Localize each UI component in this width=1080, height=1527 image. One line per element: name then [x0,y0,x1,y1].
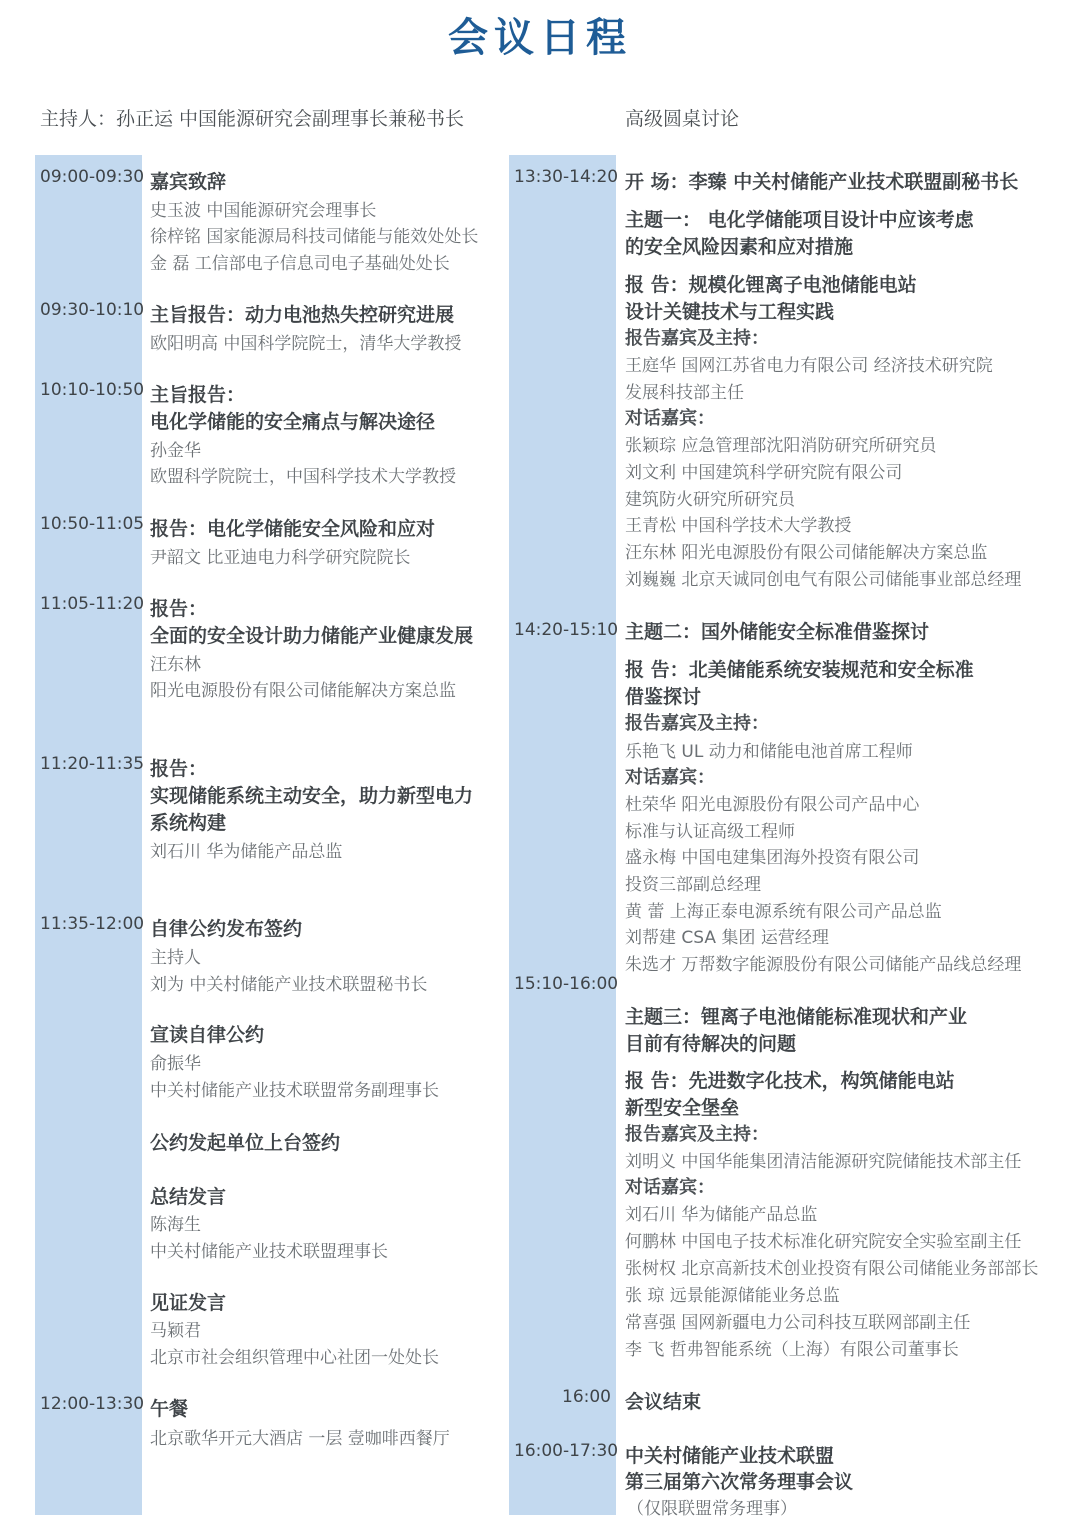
speaker-line: 陈海生 [150,1215,201,1235]
session-heading: 报 告：规模化锂离子电池储能电站 [625,274,917,296]
speaker-line: 主持人 [150,948,201,968]
time-slot: 15:10-16:00 [514,974,619,994]
page-title: 会议日程 [448,15,632,61]
session-heading: 午餐 [150,1398,189,1420]
left-time-bar [35,155,145,1515]
session-heading: 主旨报告：动力电池热失控研究进展 [150,304,455,326]
time-slot: 14:20-15:10 [514,620,619,640]
time-slot: 16:00 [562,1387,611,1407]
speaker-line: 金 磊 工信部电子信息司电子基础处处长 [150,254,450,274]
speaker-line: 杜荣华 阳光电源股份有限公司产品中心 [625,795,920,815]
speaker-line: 黄 蕾 上海正泰电源系统有限公司产品总监 [625,902,942,922]
session-heading: 见证发言 [150,1292,227,1314]
speaker-line: 中关村储能产业技术联盟常务副理事长 [150,1081,439,1101]
session-heading: 实现储能系统主动安全，助力新型电力 [150,785,474,807]
session-heading: 宣读自律公约 [150,1024,265,1046]
speaker-line: 建筑防火研究所研究员 [625,490,795,510]
speaker-line: 李 飞 哲弗智能系统（上海）有限公司董事长 [625,1340,959,1360]
section-label: 对话嘉宾： [625,767,715,788]
session-heading: 的安全风险因素和应对措施 [625,236,854,258]
session-heading: 新型安全堡垒 [625,1097,740,1119]
speaker-line: 刘文利 中国建筑科学研究院有限公司 [625,463,903,483]
speaker-line: 常喜强 国网新疆电力公司科技互联网部副主任 [625,1313,971,1333]
session-heading: 全面的安全设计助力储能产业健康发展 [150,625,474,647]
speaker-line: 发展科技部主任 [625,383,744,403]
speaker-line: （仅限联盟常务理事） [627,1499,797,1519]
session-heading: 报告： [150,598,208,620]
time-slot: 09:30-10:10 [40,300,145,320]
speaker-line: 刘帮建 CSA 集团 运营经理 [625,928,829,948]
time-slot: 10:10-10:50 [40,380,145,400]
right-time-bar [509,155,619,1515]
speaker-line: 马颖君 [150,1321,201,1341]
speaker-line: 俞振华 [150,1054,201,1074]
time-slot: 09:00-09:30 [40,167,145,187]
speaker-line: 汪东林 阳光电源股份有限公司储能解决方案总监 [625,543,988,563]
session-heading: 系统构建 [150,812,227,834]
speaker-line: 孙金华 [150,441,201,461]
speaker-line: 张 琼 远景能源储能业务总监 [625,1286,840,1306]
speaker-line: 王青松 中国科学技术大学教授 [625,516,852,536]
time-slot: 11:05-11:20 [40,594,145,614]
session-heading: 报 告：先进数字化技术，构筑储能电站 [625,1070,955,1092]
section-label: 对话嘉宾： [625,408,715,429]
session-heading: 报 告：北美储能系统安装规范和安全标准 [625,659,974,681]
session-heading: 会议结束 [625,1391,702,1413]
time-slot: 16:00-17:30 [514,1441,619,1461]
speaker-line: 北京歌华开元大酒店 一层 壹咖啡西餐厅 [150,1429,450,1449]
section-label: 报告嘉宾及主持： [625,328,769,349]
speaker-line: 刘为 中关村储能产业技术联盟秘书长 [150,975,428,995]
session-heading: 开 场：李臻 中关村储能产业技术联盟副秘书长 [625,171,1019,193]
time-slot: 13:30-14:20 [514,167,619,187]
session-heading: 设计关键技术与工程实践 [625,301,835,323]
speaker-line: 尹韶文 比亚迪电力科学研究院院长 [150,548,411,568]
time-slot: 12:00-13:30 [40,1394,145,1414]
session-heading: 主题二：国外储能安全标准借鉴探讨 [625,621,930,643]
speaker-line: 徐梓铭 国家能源局科技司储能与能效处处长 [150,227,479,247]
speaker-line: 北京市社会组织管理中心社团一处处长 [150,1348,439,1368]
speaker-line: 盛永梅 中国电建集团海外投资有限公司 [625,848,920,868]
roundtable-header: 高级圆桌讨论 [625,108,740,130]
time-slot: 11:20-11:35 [40,754,145,774]
speaker-line: 刘石川 华为储能产品总监 [625,1205,818,1225]
speaker-line: 张颖琮 应急管理部沈阳消防研究所研究员 [625,436,937,456]
session-heading: 主题一： 电化学储能项目设计中应该考虑 [625,209,974,231]
session-heading: 借鉴探讨 [625,686,702,708]
speaker-line: 何鹏林 中国电子技术标准化研究院安全实验室副主任 [625,1232,1022,1252]
speaker-line: 朱选才 万帮数字能源股份有限公司储能产品线总经理 [625,955,1022,975]
speaker-line: 阳光电源股份有限公司储能解决方案总监 [150,681,456,701]
speaker-line: 欧盟科学院院士，中国科学技术大学教授 [150,467,456,487]
speaker-line: 刘明义 中国华能集团清洁能源研究院储能技术部主任 [625,1152,1022,1172]
speaker-line: 标准与认证高级工程师 [625,822,795,842]
session-heading: 主旨报告： [150,384,246,406]
session-heading: 电化学储能的安全痛点与解决途径 [150,411,436,433]
session-heading: 自律公约发布签约 [150,918,303,940]
session-heading: 报告： [150,758,208,780]
session-heading: 目前有待解决的问题 [625,1033,797,1055]
speaker-line: 欧阳明高 中国科学院院士，清华大学教授 [150,334,462,354]
speaker-line: 乐艳飞 UL 动力和储能电池首席工程师 [625,742,913,762]
speaker-line: 王庭华 国网江苏省电力有限公司 经济技术研究院 [625,356,993,376]
section-label: 对话嘉宾： [625,1177,715,1198]
speaker-line: 张树权 北京高新技术创业投资有限公司储能业务部部长 [625,1259,1039,1279]
speaker-line: 刘巍巍 北京天诚同创电气有限公司储能事业部总经理 [625,570,1022,590]
session-heading: 中关村储能产业技术联盟 [625,1445,835,1467]
speaker-line: 中关村储能产业技术联盟理事长 [150,1242,388,1262]
session-heading: 嘉宾致辞 [150,171,227,193]
speaker-line: 投资三部副总经理 [625,875,761,895]
speaker-line: 刘石川 华为储能产品总监 [150,842,343,862]
speaker-line: 史玉波 中国能源研究会理事长 [150,201,377,221]
session-heading: 总结发言 [150,1186,227,1208]
time-slot: 10:50-11:05 [40,514,145,534]
session-heading: 报告：电化学储能安全风险和应对 [150,518,436,540]
session-heading: 第三届第六次常务理事会议 [625,1471,854,1493]
session-heading: 公约发起单位上台签约 [150,1132,341,1154]
section-label: 报告嘉宾及主持： [625,1124,769,1145]
time-slot: 11:35-12:00 [40,914,145,934]
section-label: 报告嘉宾及主持： [625,713,769,734]
host-line: 主持人：孙正运 中国能源研究会副理事长兼秘书长 [40,108,465,130]
session-heading: 主题三：锂离子电池储能标准现状和产业 [625,1006,968,1028]
speaker-line: 汪东林 [150,655,201,675]
